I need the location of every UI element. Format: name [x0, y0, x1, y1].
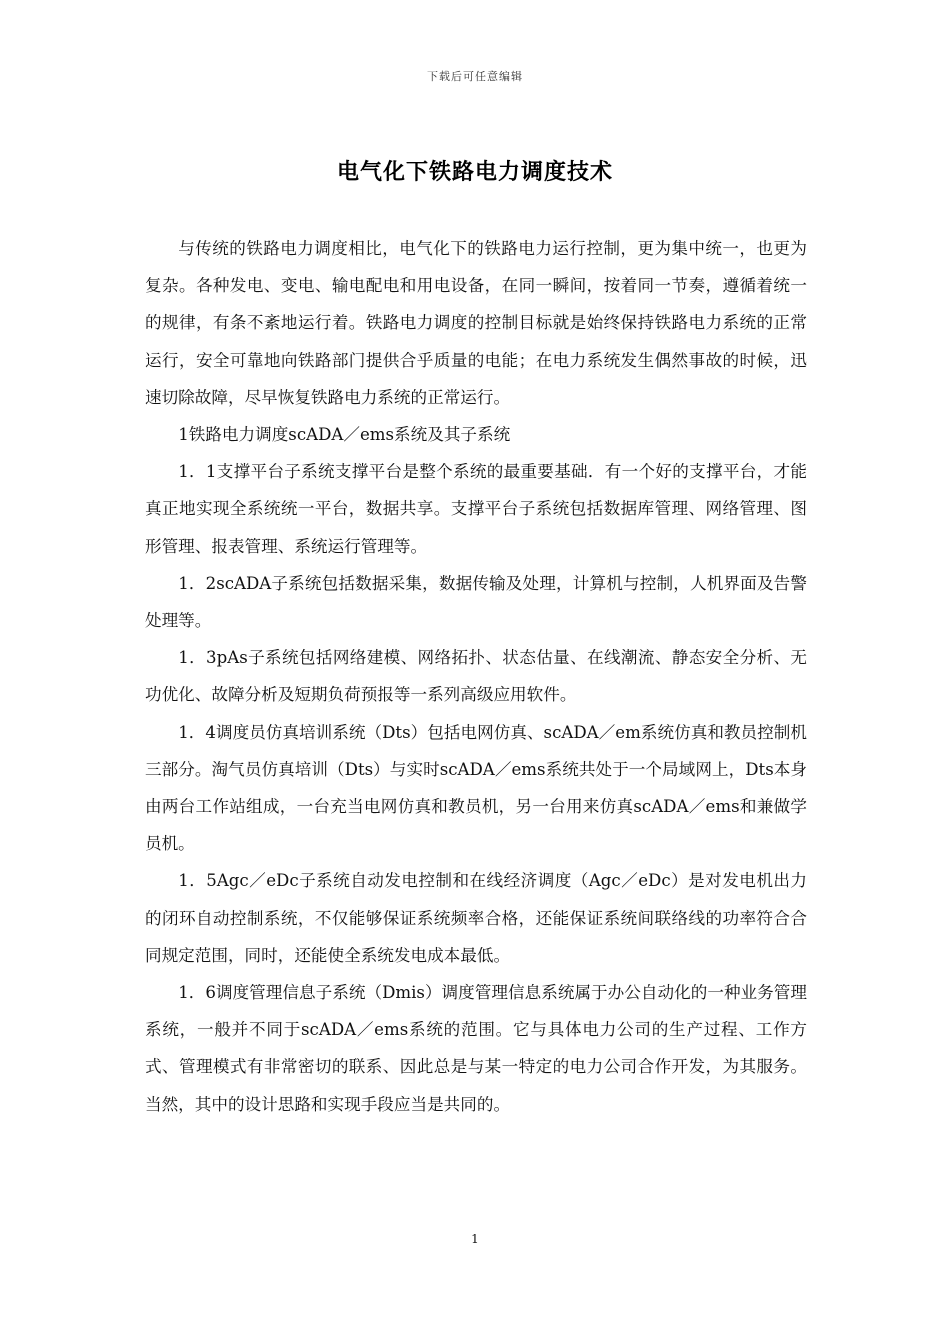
page-header-note: 下载后可任意编辑	[427, 70, 523, 83]
paragraph-1-1: 1．1支撑平台子系统支撑平台是整个系统的最重要基础．有一个好的支撑平台，才能真正地实现全系统统一平台，数据共享。支撑平台子系统包括数据库管理、网络管理、图形管理、报表管理、系统运行管理等。	[145, 462, 807, 556]
document-title: 电气化下铁路电力调度技术	[336, 159, 613, 185]
section-heading-1: 1铁路电力调度scADA／ems系统及其子系统	[178, 425, 511, 445]
paragraph-1-2: 1．2scADA子系统包括数据采集，数据传输及处理，计算机与控制，人机界面及告警处理等。	[145, 573, 807, 631]
paragraph-intro: 与传统的铁路电力调度相比，电气化下的铁路电力运行控制，更为集中统一，也更为复杂。各种发电、变电、输电配电和用电设备，在同一瞬间，按着同一节奏，遵循着统一的规律，有条不紊地运行着。铁路电力调度的控制目标就是始终保持铁路电力系统的正常运行，安全可靠地向铁路部门提供合乎质量的电能；在电力系统发生偶然事故的时候，迅速切除故障，尽早恢复铁路电力系统的正常运行。	[145, 239, 807, 407]
paragraph-1-4: 1．4调度员仿真培训系统（Dts）包括电网仿真、scADA／em系统仿真和教员控制机三部分。淘气员仿真培训（Dts）与实时scADA／ems系统共处于一个局域网上，Dts本身由两台工作站组成，一台充当电网仿真和教员机，另一台用来仿真scADA／ems和兼做学员机。	[145, 722, 807, 854]
paragraph-1-3: 1．3pAs子系统包括网络建模、网络拓扑、状态估量、在线潮流、静态安全分析、无功优化、故障分析及短期负荷预报等一系列高级应用软件。	[145, 648, 807, 705]
paragraph-1-5: 1．5Agc／eDc子系统自动发电控制和在线经济调度（Agc／eDc）是对发电机出力的闭环自动控制系统，不仅能够保证系统频率合格，还能保证系统间联络线的功率符合合同规定范围，同时，还能使全系统发电成本最低。	[145, 871, 807, 965]
document-body	[145, 230, 807, 1123]
page-number: 1	[471, 1232, 479, 1246]
paragraph-1-6: 1．6调度管理信息子系统（Dmis）调度管理信息系统属于办公自动化的一种业务管理系统，一般并不同于scADA／ems系统的范围。它与具体电力公司的生产过程、工作方式、管理模式有非常密切的联系、因此总是与某一特定的电力公司合作开发，为其服务。当然，其中的设计思路和实现手段应当是共同的。	[145, 983, 807, 1114]
